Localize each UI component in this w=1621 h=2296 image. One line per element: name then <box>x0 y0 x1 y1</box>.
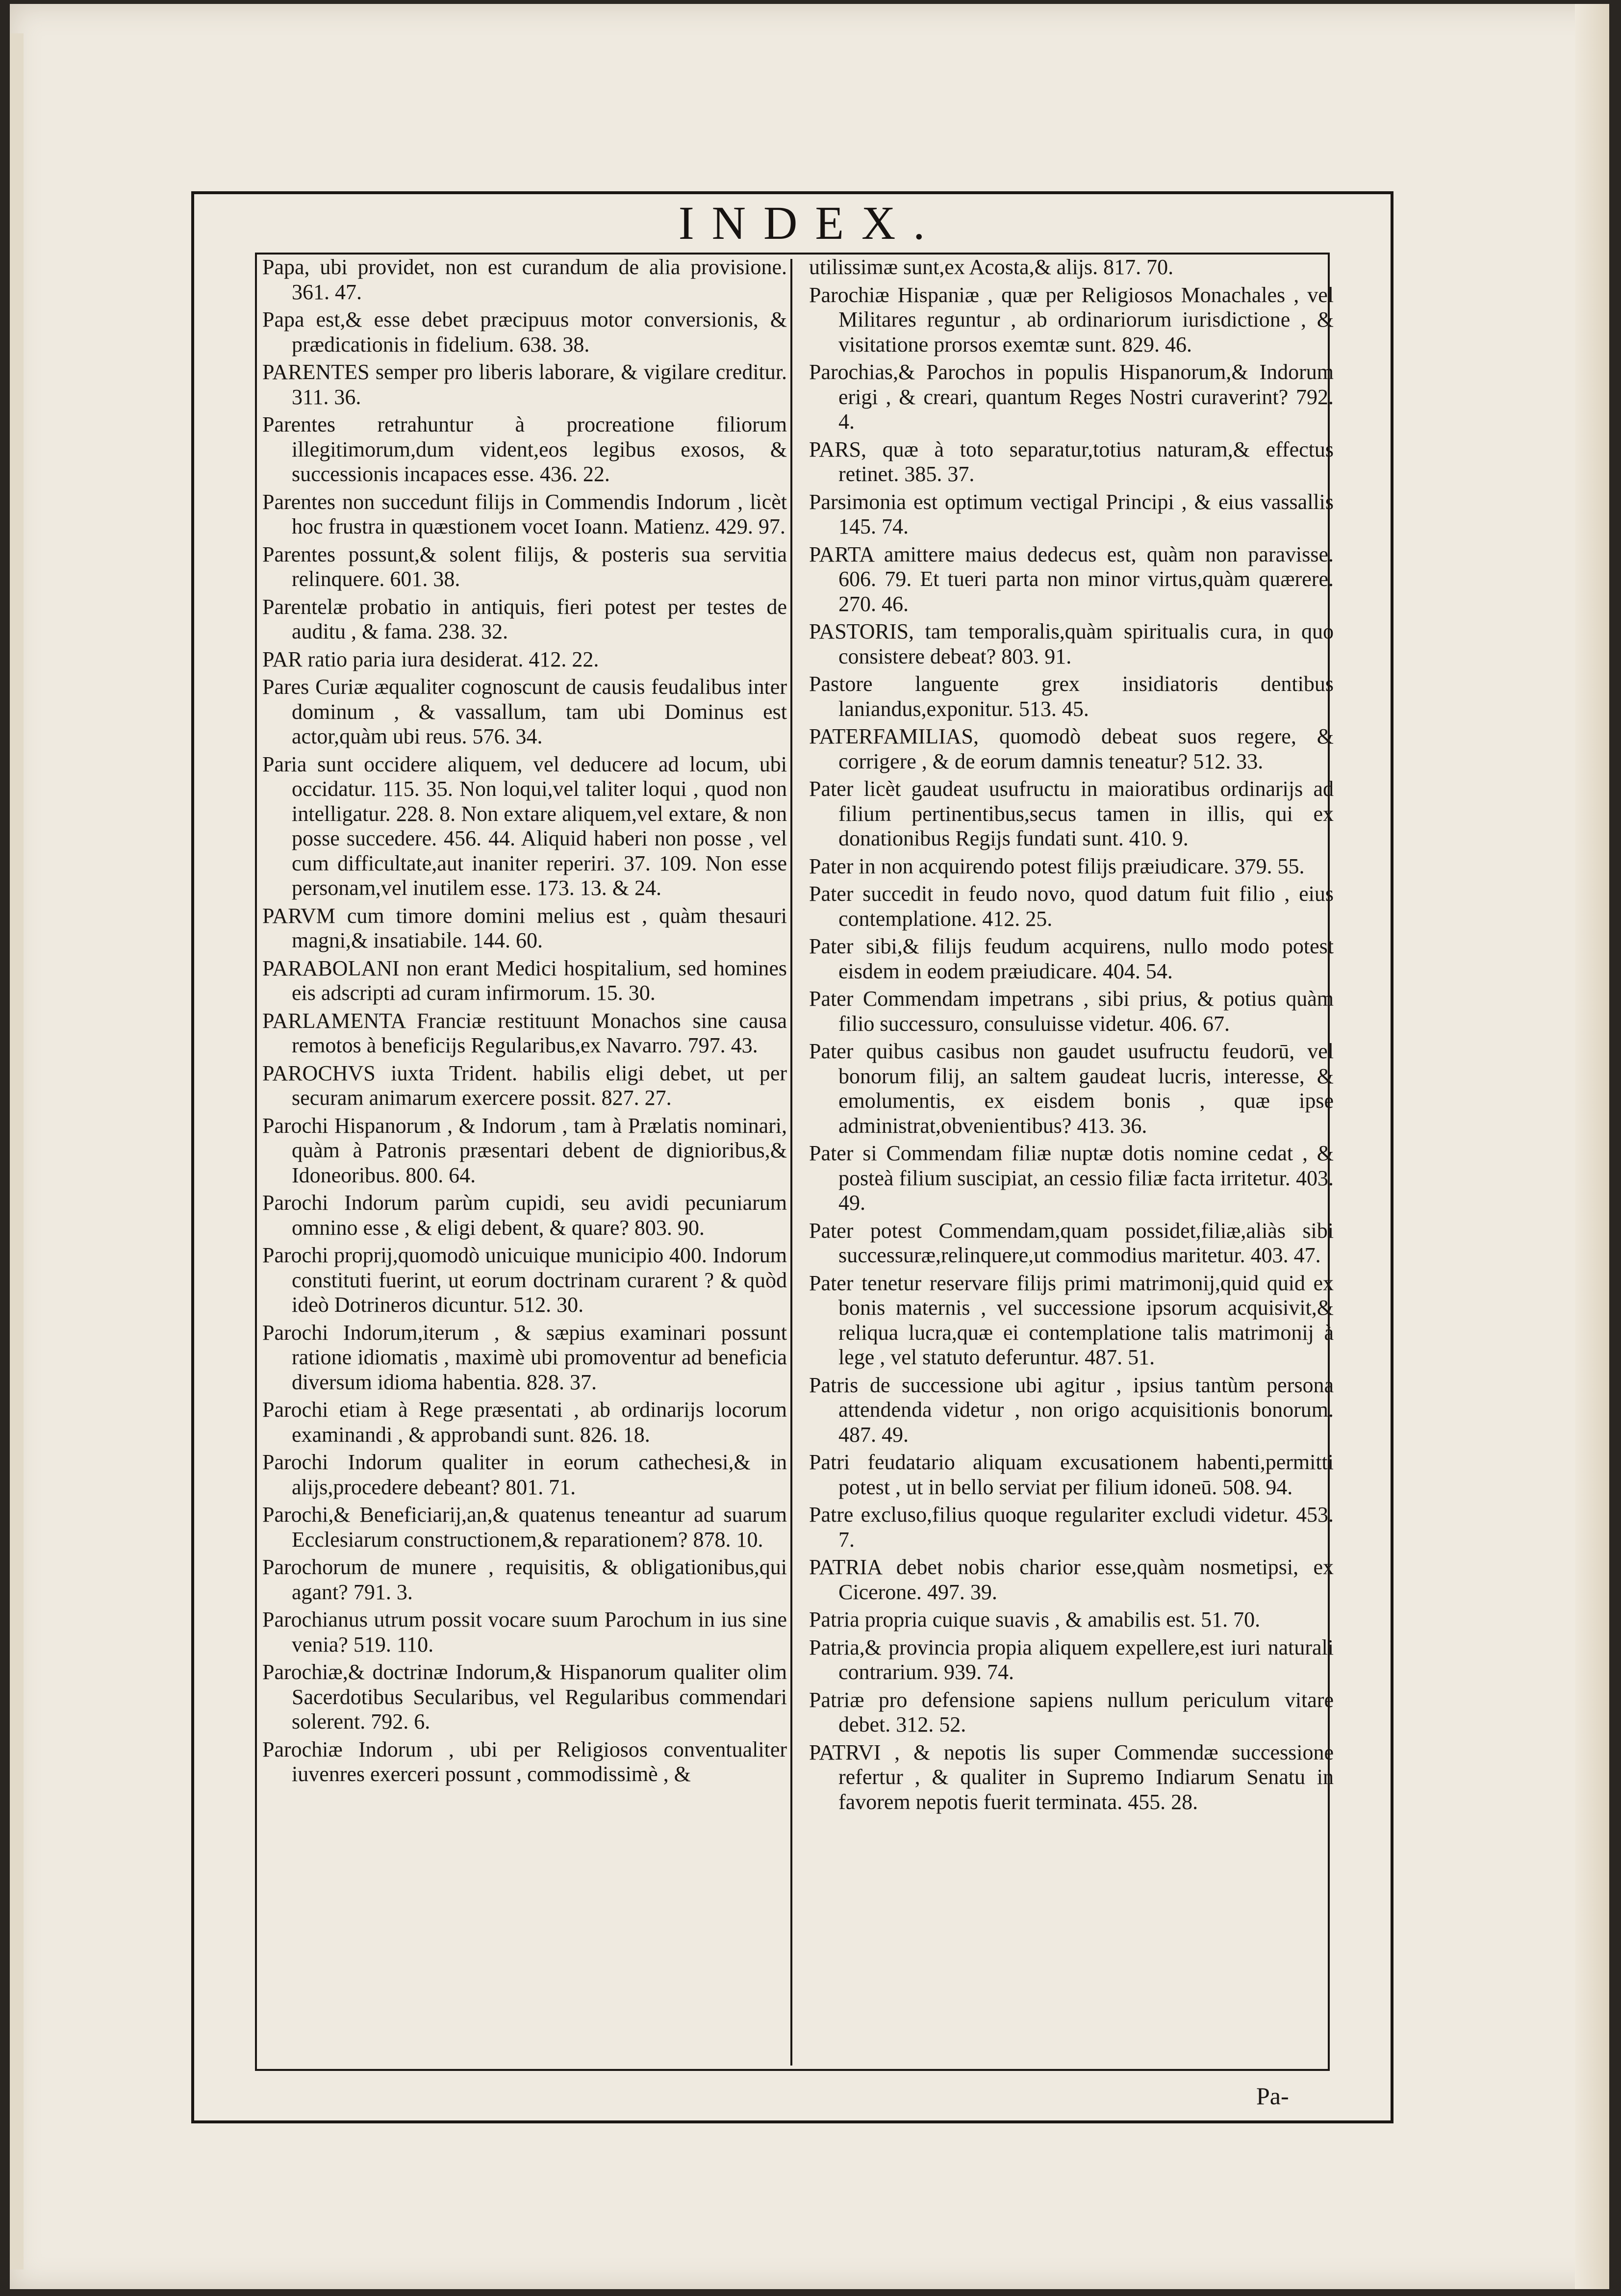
right-column <box>809 255 1334 1817</box>
page-gutter-edge <box>10 33 24 2270</box>
index-entry: Patriæ pro defensione sapiens nullum periculum vitare debet. 312. 52. <box>809 1687 1334 1736</box>
index-entry: Pater licèt gaudeat usufructu in maioratibus ordinarijs ad filium pertinentibus,secus tamen in illis, qui ex donationibus Regijs fundati sunt. 410. 9. <box>809 777 1334 850</box>
index-entry: Pares Curiæ æqualiter cognoscunt de causis feudalibus inter dominum , & vassallum, tam ubi Dominus est actor,quàm ubi reus. 576. 34. <box>262 675 787 748</box>
column-divider <box>790 259 792 2066</box>
index-entry: PATRIA debet nobis charior esse,quàm nosmetipsi, ex Cicerone. 497. 39. <box>809 1555 1334 1604</box>
index-entry: Parochorum de munere , requisitis, & obligationibus,qui agant? 791. 3. <box>262 1555 787 1604</box>
index-entry: Parochi Indorum,iterum , & sæpius examinari possunt ratione idiomatis , maximè ubi promoventur ad beneficia diversum idioma habentia. 828. 37. <box>262 1320 787 1394</box>
index-entry: PARABOLANI non erant Medici hospitalium, sed homines eis adscripti ad curam infirmorum. 15. 30. <box>262 956 787 1005</box>
index-entry: PASTORIS, tam temporalis,quàm spiritualis cura, in quo consistere debeat? 803. 91. <box>809 619 1334 668</box>
index-entry: Pater quibus casibus non gaudet usufructu feudorū, vel bonorum filij, an saltem gaudeat lucris, interesse, & emolumentis, ex eisdem bonis , quæ ipse administrat,obvenientibus? 413. 36. <box>809 1039 1334 1138</box>
index-entry: Papa est,& esse debet præcipuus motor conversionis, & prædicationis in fidelium. 638. 38. <box>262 307 787 357</box>
index-entry: PATRVI , & nepotis lis super Commendæ successione refertur , & qualiter in Supremo Indiarum Senatu in favorem nepotis fuerit terminata. 455. 28. <box>809 1740 1334 1814</box>
index-entry: Parochi Hispanorum , & Indorum , tam à Prælatis nominari, quàm à Patronis præsentari debent de dignioribus,& Idoneoribus. 800. 64. <box>262 1113 787 1187</box>
index-entry: Parochianus utrum possit vocare suum Parochum in ius sine venia? 519. 110. <box>262 1607 787 1657</box>
index-entry: Parochi Indorum qualiter in eorum cathechesi,& in alijs,procedere debeant? 801. 71. <box>262 1450 787 1499</box>
index-entry: Parochiæ Indorum , ubi per Religiosos conventualiter iuvenres exerceri possunt , commodissimè , & <box>262 1737 787 1786</box>
index-entry: Parochi,& Beneficiarij,an,& quatenus teneantur ad suarum Ecclesiarum constructionem,& reparationem? 878. 10. <box>262 1503 787 1552</box>
index-entry: Patria,& provincia propia aliquem expellere,est iuri naturali contrarium. 939. 74. <box>809 1635 1334 1684</box>
left-column <box>262 255 787 1790</box>
index-entry: Pater sibi,& filijs feudum acquirens, nullo modo potest eisdem in eodem præiudicare. 404. 54. <box>809 934 1334 983</box>
index-entry-continued: utilissimæ sunt,ex Acosta,& alijs. 817. 70. <box>809 255 1174 279</box>
index-entry: Pater si Commendam filiæ nuptæ dotis nomine cedat , & posteà filium suscipiat, an cessio filiæ facta irritetur. 403. 49. <box>809 1141 1334 1215</box>
page-fore-edge <box>1575 4 1609 2289</box>
index-entry: PAR ratio paria iura desiderat. 412. 22. <box>262 647 599 671</box>
catchword: Pa- <box>1256 2082 1289 2110</box>
index-entry: PARENTES semper pro liberis laborare, & vigilare creditur. 311. 36. <box>262 360 787 409</box>
index-entry: Patri feudatario aliquam excusationem habenti,permitti potest , ut in bello serviat per filium idoneū. 508. 94. <box>809 1450 1334 1499</box>
index-entry: Parentelæ probatio in antiquis, fieri potest per testes de auditu , & fama. 238. 32. <box>262 594 787 643</box>
index-entry: Parochiæ Hispaniæ , quæ per Religiosos Monachales , vel Militares reguntur , ab ordinariorum iurisdictione , & visitatione prorsos exemtæ sunt. 829. 46. <box>809 282 1334 357</box>
index-entry: Paria sunt occidere aliquem, vel deducere ad locum, ubi occidatur. 115. 35. Non loqui,vel taliter loqui , quod non intelligatur. 228. 8. Non extare aliquem,vel extare, & non posse succedere. 456. 44. Aliquid haberi non posse , vel cum difficultate,aut inaniter reperiri. 37. 109. Non esse personam,vel inutilem esse. 173. 13. & 24. <box>262 752 787 900</box>
index-entry: PARTA amittere maius dedecus est, quàm non paravisse. 606. 79. Et tueri parta non minor virtus,quàm quærere. 270. 46. <box>809 542 1334 616</box>
index-entry: Parsimonia est optimum vectigal Principi , & eius vassallis 145. 74. <box>809 489 1334 538</box>
index-entry: Pater tenetur reservare filijs primi matrimonij,quid quid ex bonis maternis , vel successione ipsorum acquisivit,& reliqua lucra,quæ ei contemplatione talis matrimonij à lege , vel statuto deferuntur. 487. 51. <box>809 1271 1334 1369</box>
index-entry: Patre excluso,filius quoque regulariter excludi videtur. 453. 7. <box>809 1503 1334 1552</box>
index-entry: PARLAMENTA Franciæ restituunt Monachos sine causa remotos à beneficijs Regularibus,ex Navarro. 797. 43. <box>262 1008 787 1057</box>
index-entry: PARVM cum timore domini melius est , quàm thesauri magni,& insatiabile. 144. 60. <box>262 903 787 952</box>
index-entry: PARS, quæ à toto separatur,totius naturam,& effectus retinet. 385. 37. <box>809 437 1334 486</box>
index-entry: Pater potest Commendam,quam possidet,filiæ,aliàs sibi successuræ,relinquere,ut commodius maritetur. 403. 47. <box>809 1218 1334 1267</box>
index-entry: Pastore languente grex insidiatoris dentibus laniandus,exponitur. 513. 45. <box>809 672 1334 721</box>
index-entry: Pater Commendam impetrans , sibi prius, & potius quàm filio successuro, consuluisse videtur. 406. 67. <box>809 987 1334 1036</box>
index-entry: PAROCHVS iuxta Trident. habilis eligi debet, ut per securam animarum exercere possit. 827. 27. <box>262 1061 787 1110</box>
page-title: INDEX. <box>678 197 943 249</box>
index-entry: Parentes non succedunt filijs in Commendis Indorum , licèt hoc frustra in quæstionem vocet Ioann. Matienz. 429. 97. <box>262 489 787 538</box>
index-entry: Pater succedit in feudo novo, quod datum fuit filio , eius contemplatione. 412. 25. <box>809 882 1334 931</box>
index-entry: Papa, ubi providet, non est curandum de alia provisione. 361. 47. <box>262 255 787 304</box>
index-entry: Patris de successione ubi agitur , ipsius tantùm persona attendenda videtur , non origo acquisitionis bonorum. 487. 49. <box>809 1373 1334 1447</box>
index-entry: Patria propria cuique suavis , & amabilis est. 51. 70. <box>809 1607 1261 1632</box>
index-entry: Pater in non acquirendo potest filijs præiudicare. 379. 55. <box>809 854 1305 878</box>
index-entry: Parentes possunt,& solent filijs, & posteris sua servitia relinquere. 601. 38. <box>262 542 787 591</box>
index-entry: Parochiæ,& doctrinæ Indorum,& Hispanorum qualiter olim Sacerdotibus Secularibus, vel Regularibus commendari solerent. 792. 6. <box>262 1660 787 1734</box>
index-entry: Parochi proprij,quomodò unicuique municipio 400. Indorum constituti fuerint, ut eorum doctrinam curarent ? & quòd ideò Dotrineros dicuntur. 512. 30. <box>262 1243 787 1317</box>
index-entry: Parochi etiam à Rege præsentati , ab ordinarijs locorum examinandi , & approbandi sunt. 826. 18. <box>262 1398 787 1447</box>
index-entry: Parochias,& Parochos in populis Hispanorum,& Indorum erigi , & creari, quantum Reges Nostri curaverint? 792. 4. <box>809 360 1334 434</box>
index-entry: Parentes retrahuntur à procreatione filiorum illegitimorum,dum vident,eos legibus exosos, & successionis incapaces esse. 436. 22. <box>262 412 787 486</box>
index-entry: PATERFAMILIAS, quomodò debeat suos regere, & corrigere , & de eorum damnis teneatur? 512. 33. <box>809 724 1334 773</box>
index-entry: Parochi Indorum parùm cupidi, seu avidi pecuniarum omnino esse , & eligi debent, & quare? 803. 90. <box>262 1191 787 1240</box>
